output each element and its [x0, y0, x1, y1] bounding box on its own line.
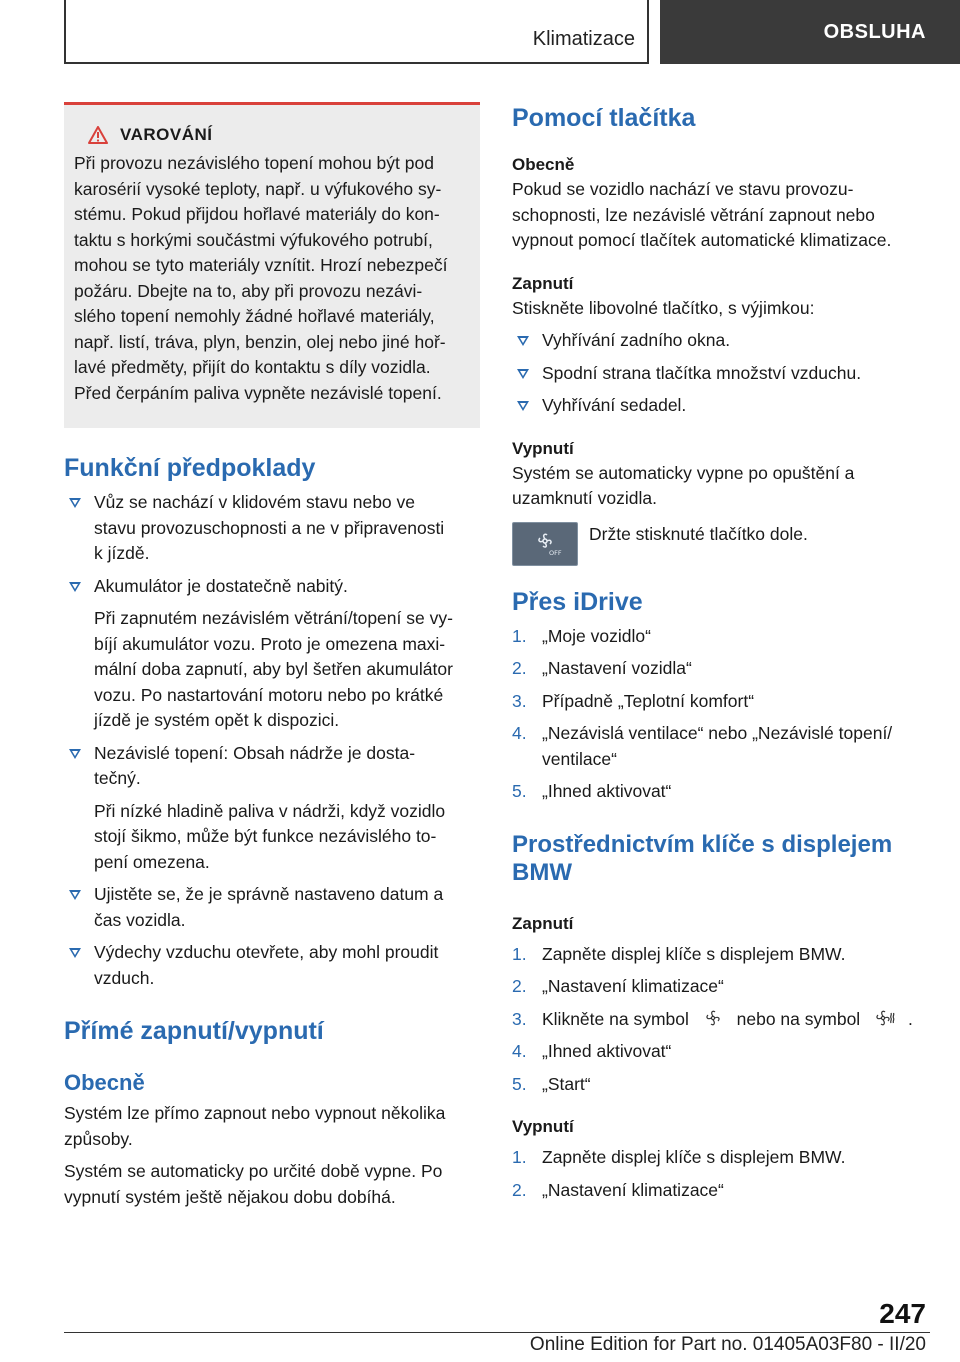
hold-instruction: Držte stisknuté tlačítko dole.: [589, 523, 808, 544]
list-item: [64, 940, 480, 991]
step-number: 1.: [512, 1147, 527, 1167]
list-item: [512, 779, 930, 805]
item-line: Nezávislé topení: Obsah nádrže je dosta-: [94, 742, 416, 763]
idrive-heading: Přes iDrive: [512, 587, 643, 616]
step-text: „Nastavení vozidla“: [542, 658, 692, 678]
key-on-steps: [512, 942, 930, 1098]
item-text: Vyhřívání sedadel.: [542, 395, 687, 415]
off-paragraph: [512, 461, 930, 512]
step-number: 3.: [512, 1008, 527, 1029]
step-text: „Nastavení klimatizace“: [542, 976, 724, 996]
key-off-steps: [512, 1145, 930, 1203]
item-note-line: stojí šikmo, může být funkce nezávislého to-: [94, 826, 437, 846]
list-item: [512, 974, 930, 1000]
chapter-label: OBSLUHA: [823, 20, 926, 43]
direct-subheading: Obecně: [64, 1070, 145, 1095]
warning-title: [88, 125, 470, 145]
item-note-line: mální doba zapnutí, aby byl šetřen akumulátor: [94, 659, 453, 679]
fan-off-icon: [525, 530, 565, 558]
warning-line: stému. Pokud přijdou hořlavé materiály do kon-: [74, 204, 440, 224]
text-line: Systém lze přímo zapnout nebo vypnout několika: [64, 1103, 446, 1123]
list-item: [512, 942, 930, 968]
step-text: „Moje vozidlo“: [542, 625, 651, 646]
triangle-bullet-icon: [517, 369, 529, 379]
step-text: „Ihned aktivovat“: [542, 1041, 672, 1061]
list-item: [512, 689, 930, 715]
left-column: [64, 100, 480, 1210]
text-line: Systém se automaticky po určité době vypne. Po: [64, 1161, 443, 1181]
item-line: Vůz se nachází v klidovém stavu nebo ve: [94, 492, 416, 512]
warning-title-text: VAROVÁNÍ: [120, 125, 213, 144]
key-heading: [512, 831, 930, 887]
text-line: vypnutí systém ještě nějakou dobu dobíhá.: [64, 1186, 396, 1207]
item-note-line: vozu. Po nastartování motoru nebo po krátké: [94, 684, 444, 705]
footer-edition: Online Edition for Part no. 01405A03F80 - II/20: [529, 1334, 926, 1355]
warning-line: Před čerpáním paliva vypněte nezávislé topení.: [74, 382, 442, 403]
warning-line: slého topení nemohly žádné hořlavé materiály,: [74, 306, 435, 326]
list-item: [64, 741, 480, 876]
direct-heading: Přímé zapnutí/vypnutí: [64, 1017, 324, 1045]
exceptions-list: [512, 328, 930, 419]
warning-line: Při provozu nezávislého topení mohou být pod: [74, 153, 434, 173]
fan-heat-symbol-icon: [873, 1008, 895, 1028]
on-subheading: Zapnutí: [512, 273, 574, 293]
item-line: Výdechy vzduchu otevřete, aby mohl proudit: [94, 942, 439, 962]
step-text: .: [907, 1008, 913, 1029]
list-item: [512, 721, 930, 772]
list-item: [512, 656, 930, 682]
header-chapter-tab: [660, 0, 960, 64]
on-paragraph: Stiskněte libovolné tlačítko, s výjimkou:: [512, 297, 815, 318]
step-text: Zapněte displej klíče s displejem BMW.: [542, 1147, 846, 1167]
list-item: [512, 1072, 930, 1098]
direct-paragraph: [64, 1101, 480, 1152]
warning-line: např. listí, tráva, plyn, benzin, olej nebo jiné hoř-: [74, 331, 446, 352]
fan-symbol-icon: [702, 1008, 724, 1028]
list-item: [512, 624, 930, 650]
step-number: 2.: [512, 976, 527, 996]
warning-triangle-icon: [88, 126, 108, 144]
step-text: „Nezávislá ventilace“ nebo „Nezávislé topení/: [542, 723, 893, 743]
triangle-bullet-icon: [69, 582, 81, 592]
step-text: „Start“: [542, 1073, 591, 1094]
step-text: Zapněte displej klíče s displejem BMW.: [542, 943, 846, 964]
step-text: Klikněte na symbol: [542, 1008, 689, 1029]
triangle-bullet-icon: [69, 948, 81, 958]
item-note-line: pení omezena.: [94, 851, 210, 872]
step-text: „Nastavení klimatizace“: [542, 1179, 724, 1200]
item-line: tečný.: [94, 768, 141, 788]
item-line: čas vozidla.: [94, 909, 186, 930]
step-text: Případně „Teplotní komfort“: [542, 690, 755, 711]
item-line: Ujistěte se, že je správně nastaveno datum a: [94, 884, 444, 904]
step-number: 1.: [512, 943, 527, 964]
list-item: [512, 1178, 930, 1204]
list-item: [64, 490, 480, 567]
item-line: vzduch.: [94, 967, 155, 988]
key-heading-line: BMW: [512, 858, 572, 886]
item-text: Spodní strana tlačítka množství vzduchu.: [542, 362, 862, 383]
text-line: vypnout pomocí tlačítek automatické klimatizace.: [512, 230, 892, 250]
text-line: uzamknutí vozidla.: [512, 488, 657, 508]
warning-line: taktu s horkými součástmi výfukového potrubí,: [74, 229, 433, 250]
triangle-bullet-icon: [69, 498, 81, 508]
list-item: [512, 1145, 930, 1171]
step-text: nebo na symbol: [736, 1008, 861, 1029]
key-off-subheading: Vypnutí: [512, 1117, 574, 1136]
text-line: způsoby.: [64, 1128, 133, 1149]
list-item: [64, 882, 480, 933]
list-item: [512, 328, 930, 354]
triangle-bullet-icon: [69, 890, 81, 900]
warning-text: [74, 151, 470, 406]
text-line: Systém se automaticky vypne po opuštění a: [512, 462, 855, 483]
item-line: k jízdě.: [94, 543, 150, 563]
prerequisites-heading: Funkční předpoklady: [64, 454, 316, 482]
triangle-bullet-icon: [69, 749, 81, 759]
prerequisites-list: [64, 490, 480, 991]
page-number: 247: [879, 1298, 926, 1329]
warning-box: [64, 102, 480, 428]
text-line: Pokud se vozidlo nachází ve stavu provozu-: [512, 179, 854, 199]
triangle-bullet-icon: [517, 336, 529, 346]
buttons-heading: Pomocí tlačítka: [512, 104, 696, 132]
header-section-title: Klimatizace: [532, 28, 635, 50]
item-note-line: Při zapnutém nezávislém větrání/topení se vy-: [94, 608, 453, 628]
key-heading-line: Prostřednictvím klíče s displejem: [512, 830, 893, 858]
item-note-line: Při nízké hladině paliva v nádrži, když vozidlo: [94, 800, 446, 821]
item-note-line: bíjí akumulátor vozu. Proto je omezena maxi-: [94, 633, 446, 654]
warning-line: mohou se tyto materiály vznítit. Hrozí nebezpečí: [74, 255, 448, 275]
footer-divider: [64, 1332, 930, 1333]
step-number: 4.: [512, 723, 527, 743]
text-line: schopnosti, lze nezávislé větrání zapnout nebo: [512, 204, 875, 225]
fan-off-instruction: [512, 522, 930, 566]
warning-line: karosérií vysoké teploty, např. u výfukového sy-: [74, 178, 442, 199]
list-item: [512, 1039, 930, 1065]
step-number: 3.: [512, 690, 527, 711]
right-column: [512, 100, 930, 1203]
general-subheading: Obecně: [512, 155, 575, 174]
idrive-steps: [512, 624, 930, 805]
step-number: 5.: [512, 781, 527, 801]
step-text: ventilace“: [542, 748, 617, 769]
list-item: [64, 574, 480, 734]
step-number: 1.: [512, 625, 527, 646]
triangle-bullet-icon: [517, 401, 529, 411]
button-off-label: OFF: [549, 548, 562, 557]
general-paragraph: [512, 177, 930, 254]
step-number: 2.: [512, 1179, 527, 1200]
item-line: Akumulátor je dostatečně nabitý.: [94, 575, 348, 596]
key-on-subheading: Zapnutí: [512, 913, 574, 933]
list-item: [512, 361, 930, 387]
direct-paragraph: [64, 1159, 480, 1210]
list-item: [512, 393, 930, 419]
step-number: 5.: [512, 1073, 527, 1094]
fan-off-button-image: [512, 522, 578, 566]
step-text: „Ihned aktivovat“: [542, 781, 672, 801]
warning-line: lavé předměty, přijít do kontaktu s díly vozidla.: [74, 357, 431, 377]
step-number: 2.: [512, 658, 527, 678]
warning-line: požáru. Dbejte na to, aby při provozu nezávi-: [74, 280, 423, 301]
item-line: stavu provozuschopnosti a ne v připravenosti: [94, 517, 445, 538]
off-subheading: Vypnutí: [512, 438, 574, 458]
item-note-line: jízdě je systém opět k dispozici.: [94, 710, 340, 730]
item-text: Vyhřívání zadního okna.: [542, 330, 731, 350]
list-item: [512, 1007, 930, 1033]
step-number: 4.: [512, 1041, 527, 1061]
